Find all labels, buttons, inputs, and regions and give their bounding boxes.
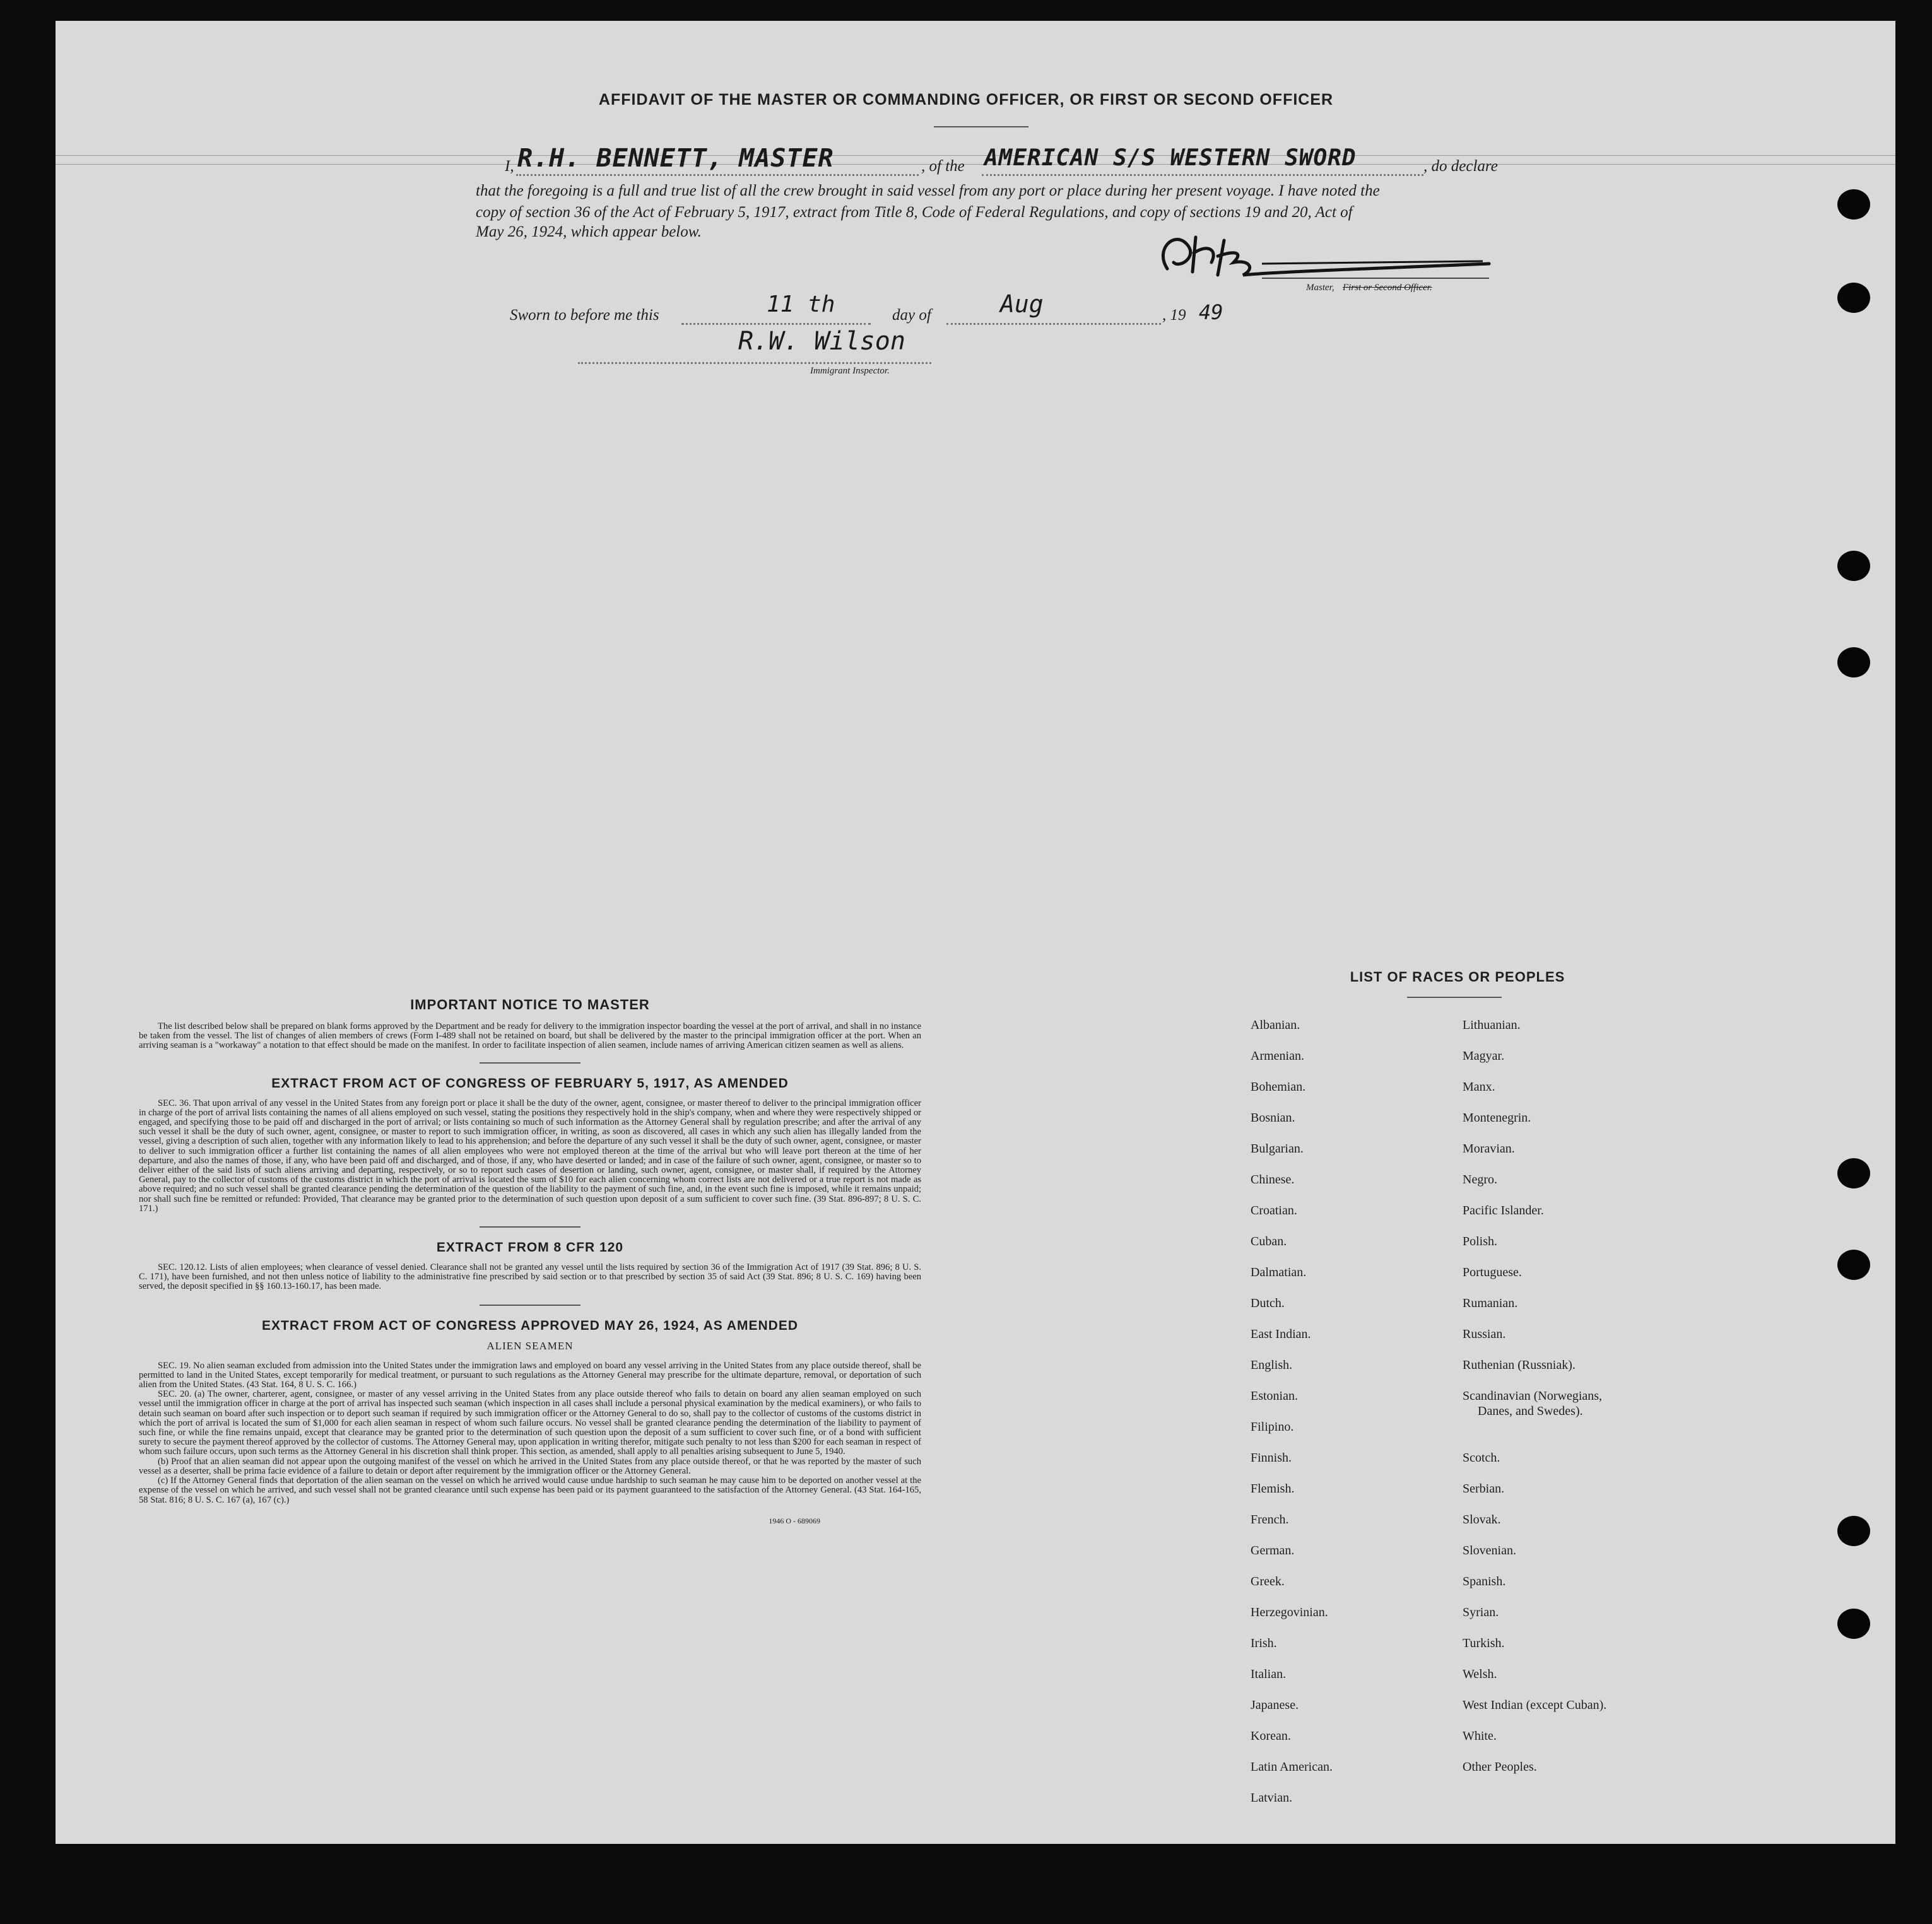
race-item: Scotch. bbox=[1463, 1451, 1500, 1465]
vessel-name-handwritten: AMERICAN S/S WESTERN SWORD bbox=[984, 145, 1357, 171]
print-code: 1946 O - 689069 bbox=[769, 1516, 820, 1525]
race-item: Flemish. bbox=[1251, 1482, 1295, 1496]
race-item: Croatian. bbox=[1251, 1204, 1297, 1217]
notice-section bbox=[139, 997, 921, 1526]
race-item: Ruthenian (Russniak). bbox=[1463, 1358, 1576, 1372]
race-item: Spanish. bbox=[1463, 1575, 1506, 1588]
race-item: Scandinavian (Norwegians, bbox=[1463, 1389, 1603, 1403]
race-item: French. bbox=[1251, 1513, 1289, 1527]
race-item: Latin American. bbox=[1251, 1760, 1333, 1774]
races-divider bbox=[1407, 997, 1502, 998]
race-item: Slovak. bbox=[1463, 1513, 1501, 1527]
sec36-paragraph: SEC. 36. That upon arrival of any vessel in the United States from any foreign port or place it shall be the duty of the owner, agent, consignee, or master thereof to deliver to the principal immigration officer in charge of the port of arrival lists containing the names of all aliens employed on such vessel, stating the positions they respectively hold in the ship's company, when and where they were respectively shipped or engaged, and specifying those to be paid off and discharged in the port of arrival; or lists containing so much of such information as the Attorney General shall by regulation prescribe; and after the arrival of any such vessel it shall be the duty of such owner, agent, consignee, or master to report to such immigration officer, in writing, as soon as discovered, all cases in which any such alien has illegally landed from the vessel, giving a description of such alien, together with any information likely to lead to his apprehension; and before the departure of any such vessel it shall be the duty of such owner, agent, consignee, or master to deliver to such immigration officer a further list containing the names of all alien employees who were not employed thereon at the time of the arrival but who will leave port thereon at the time of her departure, and also the names of those, if any, who have been paid off and discharged, and of those, if any, who have deserted or landed; and in case of the failure of such owner, agent, consignee, or master so to deliver either of the said lists of such aliens arriving and departing, respectively, or so to report such cases of desertion or landing, such owner, agent, consignee, or master shall, if required by the Attorney General, pay to the collector of customs of the customs district in which the port of arrival is located the sum of $10 for each alien concerning whom correct lists are not delivered or a true report is not made as above required; and no such vessel shall be granted clearance pending the determination of the question of the liability to the payment of such fine, and, in the event such fine is imposed, while it remains unpaid; nor shall such fine be remitted or refunded: Provided, That clearance may be granted prior to the determination of such question upon deposit of a sum sufficient to cover such fine. (39 Stat. 896-897; 8 U. S. C. 171.) bbox=[139, 1098, 921, 1214]
name-blank-line bbox=[516, 174, 919, 176]
extract-1924-heading: EXTRACT FROM ACT OF CONGRESS APPROVED MAY 26, 1924, AS AMENDED bbox=[261, 1318, 799, 1333]
race-item: Slovenian. bbox=[1463, 1544, 1516, 1557]
signature-caption-struck: First or Second Officer. bbox=[1343, 283, 1432, 293]
punch-hole bbox=[1837, 1250, 1870, 1280]
punch-hole bbox=[1837, 1158, 1870, 1188]
race-item: Syrian. bbox=[1463, 1605, 1499, 1619]
race-item: Bohemian. bbox=[1251, 1080, 1306, 1094]
section-divider bbox=[480, 1062, 580, 1064]
race-item: Bosnian. bbox=[1251, 1111, 1295, 1125]
race-item: Dalmatian. bbox=[1251, 1265, 1307, 1279]
notice-heading: IMPORTANT NOTICE TO MASTER bbox=[410, 997, 650, 1012]
race-item: Rumanian. bbox=[1463, 1296, 1518, 1310]
section-divider bbox=[480, 1305, 580, 1306]
inspector-line bbox=[578, 362, 931, 364]
race-item: Dutch. bbox=[1251, 1296, 1285, 1310]
race-item: Magyar. bbox=[1463, 1049, 1505, 1063]
race-item: Japanese. bbox=[1251, 1698, 1299, 1712]
sworn-day-line bbox=[681, 323, 871, 325]
year-handwritten: 49 bbox=[1199, 300, 1223, 324]
extract-cfr-body bbox=[139, 1263, 921, 1292]
race-item: Latvian. bbox=[1251, 1791, 1293, 1805]
extract-1924-subheading: ALIEN SEAMEN bbox=[486, 1339, 574, 1352]
page-title: AFFIDAVIT OF THE MASTER OR COMMANDING OFFICER, OR FIRST OR SECOND OFFICER bbox=[598, 91, 1334, 109]
day-of-label: day of bbox=[892, 307, 931, 324]
sworn-month-line bbox=[946, 323, 1161, 325]
extract-cfr-heading: EXTRACT FROM 8 CFR 120 bbox=[436, 1240, 624, 1255]
race-item: Welsh. bbox=[1463, 1667, 1497, 1681]
race-item: Serbian. bbox=[1463, 1482, 1505, 1496]
vessel-blank-line bbox=[982, 174, 1423, 176]
punch-hole bbox=[1837, 283, 1870, 313]
race-item: Montenegrin. bbox=[1463, 1111, 1531, 1125]
sworn-prefix: Sworn to before me this bbox=[510, 307, 659, 324]
sec20c-paragraph: (c) If the Attorney General finds that deportation of the alien seaman on the vessel on which he arrived would cause undue hardship to such seaman he may cause him to be deported on another vessel at the expense of the vessel on which he arrived, and such vessel shall not be granted clearance until such expense has been paid or its payment guaranteed to the satisfaction of the Attorney General. (43 Stat. 164-165, 58 Stat. 816; 8 U. S. C. 167 (a), 167 (c).) bbox=[139, 1475, 921, 1505]
year-printed: , 19 bbox=[1162, 307, 1186, 324]
signature-caption-master: Master, bbox=[1306, 283, 1334, 293]
notice-paragraph: The list described below shall be prepared on blank forms approved by the Department and be ready for delivery to the immigration inspector boarding the vessel at the port of arrival, and shall in no instance be taken from the vessel. The list of changes of alien members of crews (Form I-489 shall not be retained on board, but shall be delivered by the master to the principal immigration officer at the port. When an arriving seaman is a "workaway" a notation to that effect should be made on the manifest. In order to facilitate inspection of alien seamen, include names of arriving American citizen seamen as well as aliens. bbox=[139, 1021, 921, 1051]
sec19-paragraph: SEC. 19. No alien seaman excluded from admission into the United States under the immigration laws and employed on board any vessel arriving in the United States from any place outside thereof, shall be permitted to land in the United States, except temporarily for medical treatment, or pursuant to such regulations as the Attorney General may prescribe for the ultimate departure, removal, or deportation of such alien from the United States. (43 Stat. 164, 8 U. S. C. 166.) bbox=[139, 1360, 921, 1390]
punch-hole bbox=[1837, 189, 1870, 220]
race-item: White. bbox=[1463, 1729, 1497, 1743]
race-item: Lithuanian. bbox=[1463, 1018, 1521, 1032]
form-band-line bbox=[56, 155, 1895, 156]
race-item: Armenian. bbox=[1251, 1049, 1304, 1063]
title-divider bbox=[934, 126, 1028, 127]
race-item: Negro. bbox=[1463, 1173, 1497, 1187]
race-item: Cuban. bbox=[1251, 1235, 1287, 1248]
race-item: German. bbox=[1251, 1544, 1295, 1557]
extract-1924-body bbox=[139, 1361, 921, 1505]
race-item: Moravian. bbox=[1463, 1142, 1515, 1156]
race-item: Turkish. bbox=[1463, 1636, 1505, 1650]
race-item: Manx. bbox=[1463, 1080, 1495, 1094]
race-item: East Indian. bbox=[1251, 1327, 1311, 1341]
inspector-signature: R.W. Wilson bbox=[738, 327, 905, 356]
race-item: Polish. bbox=[1463, 1235, 1498, 1248]
extract-1917-body bbox=[139, 1099, 921, 1214]
sec20a-paragraph: SEC. 20. (a) The owner, charterer, agent, consignee, or master of any vessel arriving in the United States from any place outside thereof who fails to detain on board any alien seaman employed on such vessel until the immigration officer in charge at the port of arrival has inspected such seaman (which inspection in all cases shall include a personal physical examination by the medical examiners), or who fails to detain such seaman on board after such inspection or to deport such seaman if required by such immigration officer or the Attorney General to do so, shall pay to the collector of customs of the customs district in which the port of arrival is located the sum of $1,000 for each alien seaman in respect of whom such failure occurs. No vessel shall be granted clearance pending the determination of the liability to payment of such fine, or while the fine remains unpaid, except that clearance may be granted prior to the determination of such question upon the deposit of a sum sufficient to cover such fine, or of a bond with sufficient surety to secure the payment thereof approved by the collector of customs. The Attorney General may, upon application in writing therefor, mitigate such penalty to not less than $200 for each seaman in respect of whom such failure occurs, upon such terms as the Attorney General in his discretion shall think proper. This section, as amended, shall apply to all penalties arising subsequent to June 5, 1940. bbox=[139, 1389, 921, 1457]
decl-do-declare: , do declare bbox=[1423, 158, 1498, 175]
race-item: Filipino. bbox=[1251, 1420, 1294, 1434]
form-band-line bbox=[56, 164, 1895, 165]
punch-hole bbox=[1837, 1609, 1870, 1639]
race-item: Chinese. bbox=[1251, 1173, 1295, 1187]
decl-line-4: May 26, 1924, which appear below. bbox=[476, 223, 702, 240]
signature-line bbox=[1262, 278, 1489, 279]
race-item: Italian. bbox=[1251, 1667, 1287, 1681]
sworn-month-handwritten: Aug bbox=[1000, 290, 1044, 318]
sec20b-paragraph: (b) Proof that an alien seaman did not appear upon the outgoing manifest of the vessel on which he arrived in the United States from any place outside thereof, or that he was reported by the master of such vessel as a deserter, shall be prima facie evidence of a failure to detain or deport after requirement by the immigration officer or the Attorney General. bbox=[139, 1456, 921, 1476]
race-item: Irish. bbox=[1251, 1636, 1277, 1650]
race-item: English. bbox=[1251, 1358, 1293, 1372]
punch-hole bbox=[1837, 551, 1870, 581]
sworn-day-handwritten: 11 th bbox=[767, 291, 835, 317]
notice-body bbox=[139, 1022, 921, 1051]
race-item: Pacific Islander. bbox=[1463, 1204, 1544, 1217]
race-item: Portuguese. bbox=[1463, 1265, 1522, 1279]
punch-hole bbox=[1837, 1516, 1870, 1546]
decl-line-2: that the foregoing is a full and true list of all the crew brought in said vessel from any port or place during her present voyage. I have noted the bbox=[476, 182, 1380, 199]
race-item: Danes, and Swedes). bbox=[1478, 1404, 1583, 1418]
race-item: West Indian (except Cuban). bbox=[1463, 1698, 1607, 1712]
decl-line-3: copy of section 36 of the Act of February 5, 1917, extract from Title 8, Code of Federal Regulations, and copy of sections 19 and 20, Act of bbox=[476, 204, 1353, 221]
race-item: Bulgarian. bbox=[1251, 1142, 1304, 1156]
races-heading: LIST OF RACES OR PEOPLES bbox=[1350, 969, 1565, 985]
sec120-paragraph: SEC. 120.12. Lists of alien employees; when clearance of vessel denied. Clearance shall not be granted any vessel until the lists required by section 36 of the Immigration Act of 1917 (39 Stat. 896; 8 U. S. C. 171), have been furnished, and not then unless notice of liability to the administrative fine prescribed by said section or to that prescribed by section 35 of said Act (39 Stat. 896; 8 U. S. C. 169) having been served, the deposit specified in §§ 160.13-160.17, has been made. bbox=[139, 1262, 921, 1292]
race-item: Estonian. bbox=[1251, 1389, 1298, 1403]
punch-hole bbox=[1837, 647, 1870, 678]
race-item: Korean. bbox=[1251, 1729, 1291, 1743]
race-item: Albanian. bbox=[1251, 1018, 1300, 1032]
race-item: Herzegovinian. bbox=[1251, 1605, 1328, 1619]
extract-1917-heading: EXTRACT FROM ACT OF CONGRESS OF FEBRUARY 5, 1917, AS AMENDED bbox=[271, 1076, 789, 1091]
master-name-handwritten: R.H. BENNETT, MASTER bbox=[517, 144, 834, 173]
section-divider bbox=[480, 1226, 580, 1228]
decl-of-the: , of the bbox=[921, 158, 965, 175]
decl-prefix: I, bbox=[505, 158, 514, 175]
race-item: Other Peoples. bbox=[1463, 1760, 1537, 1774]
race-item: Greek. bbox=[1251, 1575, 1285, 1588]
race-item: Finnish. bbox=[1251, 1451, 1292, 1465]
inspector-caption: Immigrant Inspector. bbox=[810, 366, 890, 376]
race-item: Russian. bbox=[1463, 1327, 1506, 1341]
